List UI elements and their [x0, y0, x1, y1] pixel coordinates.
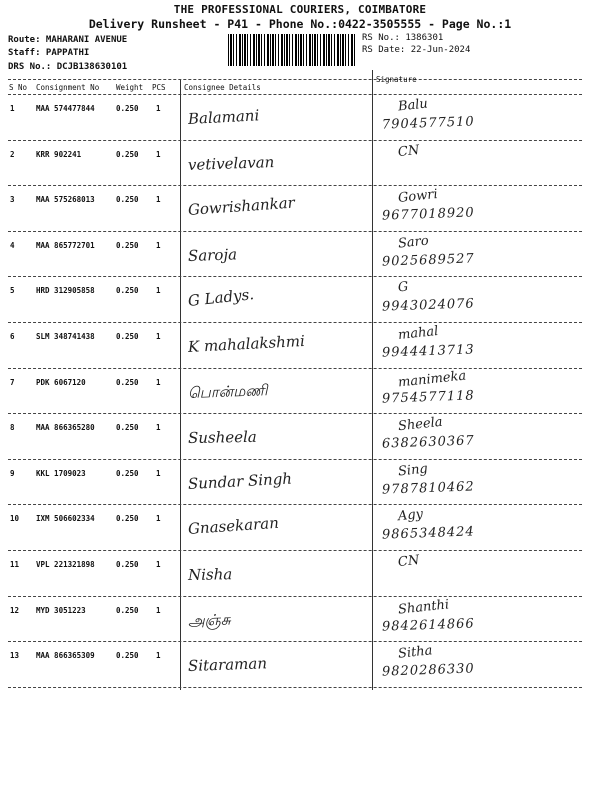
column-divider-consignee — [180, 80, 181, 690]
row-sno: 9 — [10, 468, 15, 478]
barcode-image — [228, 34, 356, 66]
row-weight: 0.250 — [116, 104, 139, 113]
rs-number: RS No.: 1386301 — [362, 33, 444, 43]
row-consignment-no: MAA 865772701 — [36, 240, 95, 250]
row-sno: 13 — [10, 651, 20, 661]
row-separator — [8, 687, 582, 688]
row-phone-handwritten: 9820286330 — [381, 661, 475, 680]
row-phone-handwritten: 9677018920 — [381, 205, 475, 224]
row-separator — [8, 641, 582, 642]
row-consignment-no: MAA 574477844 — [36, 104, 95, 113]
row-signature: Sing — [397, 461, 429, 480]
row-consignee-name: G Ladys. — [187, 285, 255, 311]
col-consignee: Consignee Details — [184, 83, 261, 92]
route-label: Route: MAHARANI AVENUE — [8, 35, 128, 45]
row-separator — [8, 550, 582, 551]
drs-number: DRS No.: DCJB138630101 — [8, 62, 128, 72]
row-separator — [8, 368, 582, 369]
row-separator — [8, 140, 582, 141]
staff-label: Staff: PAPPATHI — [8, 48, 90, 58]
row-weight: 0.250 — [116, 423, 139, 433]
row-phone-handwritten: 9842614866 — [381, 615, 475, 635]
row-phone-handwritten: 9944413713 — [381, 342, 475, 361]
row-weight: 0.250 — [116, 651, 139, 661]
col-sno: S No — [9, 83, 28, 92]
row-separator — [8, 413, 582, 414]
row-sno: 7 — [10, 377, 15, 387]
row-sno: 3 — [10, 195, 15, 205]
row-consignment-no: MAA 866365309 — [36, 651, 95, 661]
row-phone-handwritten: 9787810462 — [381, 479, 475, 498]
row-signature: CN — [397, 142, 421, 160]
row-signature: Balu — [397, 96, 429, 115]
row-weight: 0.250 — [116, 468, 139, 478]
row-signature: Sitha — [397, 643, 434, 662]
row-signature: Sheela — [397, 414, 444, 435]
row-consignee-name: K mahalakshmi — [187, 331, 306, 356]
row-phone-handwritten: 9943024076 — [381, 296, 475, 316]
col-signature: Signature — [376, 75, 417, 84]
row-sno: 2 — [10, 149, 15, 159]
row-signature: Saro — [397, 233, 430, 252]
row-separator — [8, 459, 582, 460]
row-signature: mahal — [397, 323, 440, 344]
row-consignee-name: Sundar Singh — [187, 469, 293, 493]
row-consignee-name: Balamani — [187, 106, 260, 128]
row-consignee-name: Nisha — [187, 565, 233, 584]
col-weight: Weight — [116, 83, 144, 92]
row-separator — [8, 276, 582, 277]
row-signature: CN — [397, 552, 421, 571]
row-weight: 0.250 — [116, 286, 139, 296]
col-pcs: PCS — [152, 83, 166, 92]
rs-date: RS Date: 22-Jun-2024 — [362, 45, 471, 55]
row-sno: 8 — [10, 423, 15, 433]
row-signature: Shanthi — [397, 596, 450, 618]
row-consignee-name: பொன்மணி — [187, 380, 268, 402]
row-pcs: 1 — [156, 332, 161, 341]
row-consignee-name: Susheela — [187, 427, 257, 448]
row-weight: 0.250 — [116, 149, 139, 159]
col-consignment: Consignment No — [36, 83, 100, 92]
row-consignee-name: vetivelavan — [187, 152, 275, 174]
row-consignment-no: KKL 1709023 — [36, 468, 86, 478]
row-phone-handwritten: 6382630367 — [381, 433, 475, 452]
row-weight: 0.250 — [116, 240, 139, 250]
row-pcs: 1 — [156, 104, 161, 113]
row-separator — [8, 185, 582, 186]
row-signature: manimeka — [397, 368, 467, 391]
row-separator — [8, 231, 582, 232]
row-separator — [8, 596, 582, 597]
row-signature: Agy — [397, 507, 424, 525]
header-rule-bottom — [8, 94, 582, 95]
row-sno: 12 — [10, 605, 20, 615]
row-consignment-no: IXM 506602334 — [36, 514, 95, 524]
runsheet-subtitle: Delivery Runsheet - P41 - Phone No.:0422-3505555 - Page No.:1 — [88, 17, 512, 31]
row-weight: 0.250 — [116, 560, 139, 569]
row-sno: 6 — [10, 332, 15, 341]
company-title: THE PROFESSIONAL COURIERS, COIMBATORE — [173, 3, 427, 16]
row-sno: 4 — [10, 240, 15, 250]
row-consignment-no: PDK 6067120 — [36, 377, 86, 387]
row-consignment-no: SLM 348741438 — [36, 332, 95, 341]
row-consignment-no: VPL 221321898 — [36, 560, 95, 569]
row-phone-handwritten: 9865348424 — [381, 524, 475, 544]
column-divider-signature — [372, 70, 373, 690]
row-separator — [8, 504, 582, 505]
row-consignment-no: MAA 575268013 — [36, 195, 95, 205]
header-rule-top — [8, 79, 582, 80]
row-weight: 0.250 — [116, 514, 139, 524]
row-consignee-name: Gowrishankar — [187, 193, 296, 220]
row-pcs: 1 — [156, 651, 161, 661]
row-consignment-no: MYD 3051223 — [36, 605, 86, 615]
row-signature: G — [397, 279, 410, 296]
row-separator — [8, 322, 582, 323]
row-phone-handwritten: 9754577118 — [381, 387, 475, 407]
row-pcs: 1 — [156, 560, 161, 569]
row-consignee-name: Sitaraman — [187, 654, 268, 676]
row-consignee-name: அஞ்சு — [187, 610, 231, 630]
row-weight: 0.250 — [116, 377, 139, 387]
row-pcs: 1 — [156, 514, 161, 524]
row-consignee-name: Gnasekaran — [187, 514, 280, 539]
row-consignee-name: Saroja — [187, 245, 238, 265]
row-phone-handwritten: 7904577510 — [381, 114, 475, 133]
row-pcs: 1 — [156, 240, 161, 250]
row-weight: 0.250 — [116, 605, 139, 615]
row-pcs: 1 — [156, 468, 161, 478]
row-consignment-no: MAA 866365280 — [36, 423, 95, 433]
row-pcs: 1 — [156, 377, 161, 387]
row-weight: 0.250 — [116, 332, 139, 341]
row-weight: 0.250 — [116, 195, 139, 205]
row-consignment-no: KRR 902241 — [36, 149, 82, 159]
row-pcs: 1 — [156, 605, 161, 615]
row-signature: Gowri — [397, 187, 439, 207]
row-pcs: 1 — [156, 423, 161, 433]
row-pcs: 1 — [156, 149, 161, 159]
row-sno: 10 — [10, 514, 20, 524]
row-pcs: 1 — [156, 195, 161, 205]
row-sno: 1 — [10, 104, 15, 113]
row-consignment-no: HRD 312905858 — [36, 286, 95, 296]
row-phone-handwritten: 9025689527 — [381, 251, 475, 270]
row-pcs: 1 — [156, 286, 161, 296]
row-sno: 11 — [10, 560, 20, 569]
row-sno: 5 — [10, 286, 15, 296]
